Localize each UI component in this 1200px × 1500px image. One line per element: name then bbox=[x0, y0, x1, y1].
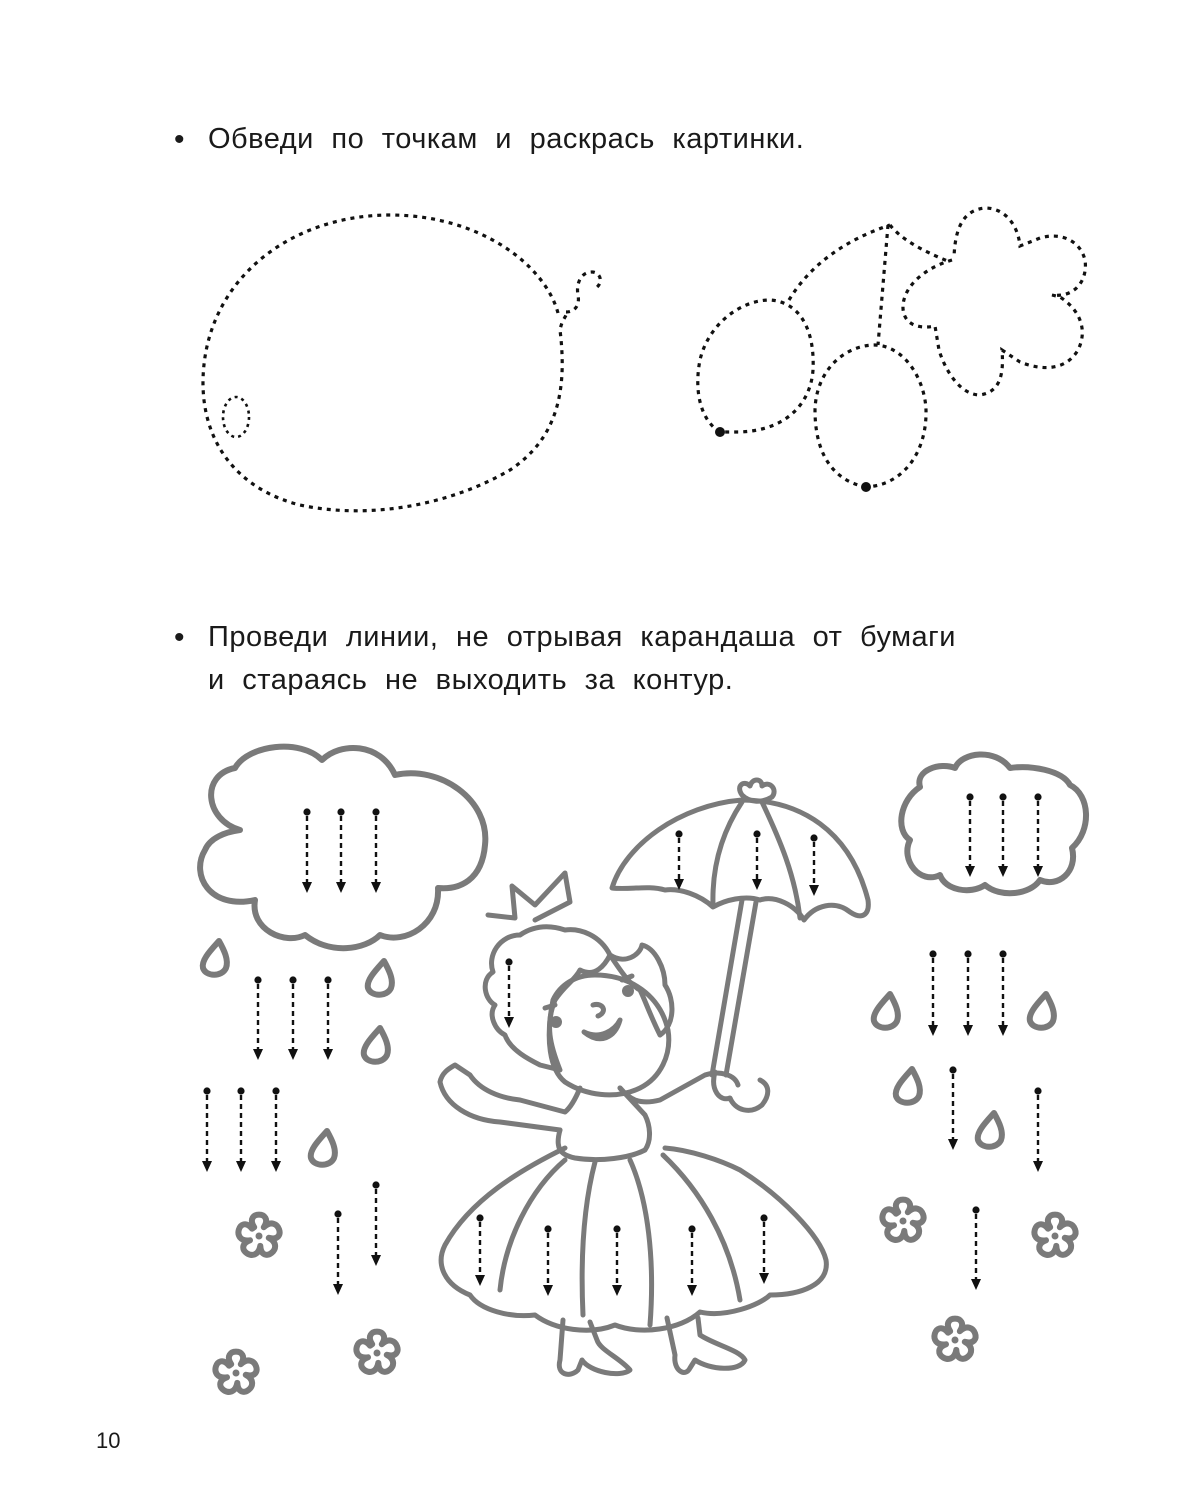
arrow-down-icon bbox=[543, 1285, 553, 1296]
page-number: 10 bbox=[96, 1428, 121, 1453]
raindrop-icon bbox=[203, 941, 227, 975]
arrow-down-icon bbox=[971, 1279, 981, 1290]
arrow-down-icon bbox=[202, 1161, 212, 1172]
trace-arrow[interactable] bbox=[998, 793, 1008, 877]
arrow-down-icon bbox=[998, 1025, 1008, 1036]
cloud-right-icon bbox=[901, 754, 1086, 893]
flower-icon bbox=[356, 1332, 397, 1372]
trace-arrow[interactable] bbox=[333, 1210, 343, 1295]
trace-arrow[interactable] bbox=[271, 1087, 281, 1172]
cherry-start-dot bbox=[715, 427, 725, 437]
trace-arrow[interactable] bbox=[371, 1181, 381, 1266]
bullet-icon: • bbox=[174, 123, 186, 156]
arrow-down-icon bbox=[336, 882, 346, 893]
trace-arrow[interactable] bbox=[253, 976, 263, 1060]
trace-arrow[interactable] bbox=[1033, 793, 1043, 877]
trace-arrow[interactable] bbox=[336, 808, 346, 893]
trace-arrow[interactable] bbox=[202, 1087, 212, 1172]
arrow-down-icon bbox=[928, 1025, 938, 1036]
arrow-down-icon bbox=[759, 1273, 769, 1284]
princess-figure-icon bbox=[440, 780, 868, 1374]
flower-icon bbox=[238, 1215, 279, 1255]
arrow-down-icon bbox=[302, 882, 312, 893]
trace-arrow[interactable] bbox=[612, 1225, 622, 1296]
trace-arrow[interactable] bbox=[687, 1225, 697, 1296]
arrow-down-icon bbox=[236, 1161, 246, 1172]
trace-arrow[interactable] bbox=[1033, 1087, 1043, 1172]
instruction-text-line-2: и стараясь не выходить за контур. bbox=[208, 664, 734, 696]
trace-arrow[interactable] bbox=[948, 1066, 958, 1150]
cloud-left-icon bbox=[200, 747, 485, 949]
trace-arrow[interactable] bbox=[302, 808, 312, 893]
raindrop-icon bbox=[368, 961, 392, 995]
trace-arrow[interactable] bbox=[963, 950, 973, 1036]
trace-arrow[interactable] bbox=[971, 1206, 981, 1290]
cherry-start-dot bbox=[861, 482, 871, 492]
arrow-down-icon bbox=[612, 1285, 622, 1296]
trace-arrow[interactable] bbox=[288, 976, 298, 1060]
raindrop-icon bbox=[874, 994, 898, 1028]
arrow-down-icon bbox=[288, 1049, 298, 1060]
arrow-down-icon bbox=[271, 1161, 281, 1172]
trace-arrow[interactable] bbox=[236, 1087, 246, 1172]
instruction-text-line-1: Проведи линии, не отрывая карандаша от бумаги bbox=[208, 621, 956, 653]
arrow-down-icon bbox=[475, 1275, 485, 1286]
flower-icon bbox=[215, 1352, 256, 1392]
trace-arrow[interactable] bbox=[323, 976, 333, 1060]
raindrop-icon bbox=[1030, 994, 1054, 1028]
arrow-down-icon bbox=[371, 1255, 381, 1266]
raindrop-icon bbox=[896, 1069, 920, 1103]
trace-arrow[interactable] bbox=[752, 830, 762, 890]
bullet-icon: • bbox=[174, 621, 186, 654]
dotted-plum-icon[interactable] bbox=[203, 215, 600, 511]
arrow-down-icon bbox=[1033, 1161, 1043, 1172]
arrow-down-icon bbox=[1033, 866, 1043, 877]
trace-arrow[interactable] bbox=[674, 830, 684, 890]
arrow-down-icon bbox=[333, 1284, 343, 1295]
raindrop-icon bbox=[311, 1131, 335, 1165]
dotted-cherries-icon[interactable] bbox=[698, 208, 1086, 492]
arrow-down-icon bbox=[752, 879, 762, 890]
raindrop-icon bbox=[364, 1028, 388, 1062]
flower-icon bbox=[1034, 1215, 1075, 1255]
arrow-down-icon bbox=[809, 885, 819, 896]
flower-icon bbox=[882, 1200, 923, 1240]
trace-arrow[interactable] bbox=[998, 950, 1008, 1036]
trace-arrow[interactable] bbox=[543, 1225, 553, 1296]
arrow-down-icon bbox=[965, 866, 975, 877]
flower-icon bbox=[934, 1319, 975, 1359]
trace-arrow[interactable] bbox=[965, 793, 975, 877]
trace-arrow[interactable] bbox=[371, 808, 381, 893]
arrow-down-icon bbox=[504, 1017, 514, 1028]
trace-arrow[interactable] bbox=[475, 1214, 485, 1286]
trace-arrow[interactable] bbox=[759, 1214, 769, 1284]
trace-arrow[interactable] bbox=[928, 950, 938, 1036]
trace-arrow[interactable] bbox=[504, 958, 514, 1028]
arrow-down-icon bbox=[253, 1049, 263, 1060]
arrow-down-icon bbox=[323, 1049, 333, 1060]
arrow-down-icon bbox=[963, 1025, 973, 1036]
instruction-text: Обведи по точкам и раскрась картинки. bbox=[208, 123, 805, 155]
raindrop-icon bbox=[978, 1113, 1002, 1147]
arrow-down-icon bbox=[948, 1139, 958, 1150]
arrow-down-icon bbox=[687, 1285, 697, 1296]
trace-arrow[interactable] bbox=[809, 834, 819, 896]
arrow-down-icon bbox=[371, 882, 381, 893]
arrow-down-icon bbox=[998, 866, 1008, 877]
flowers bbox=[215, 1200, 1075, 1392]
